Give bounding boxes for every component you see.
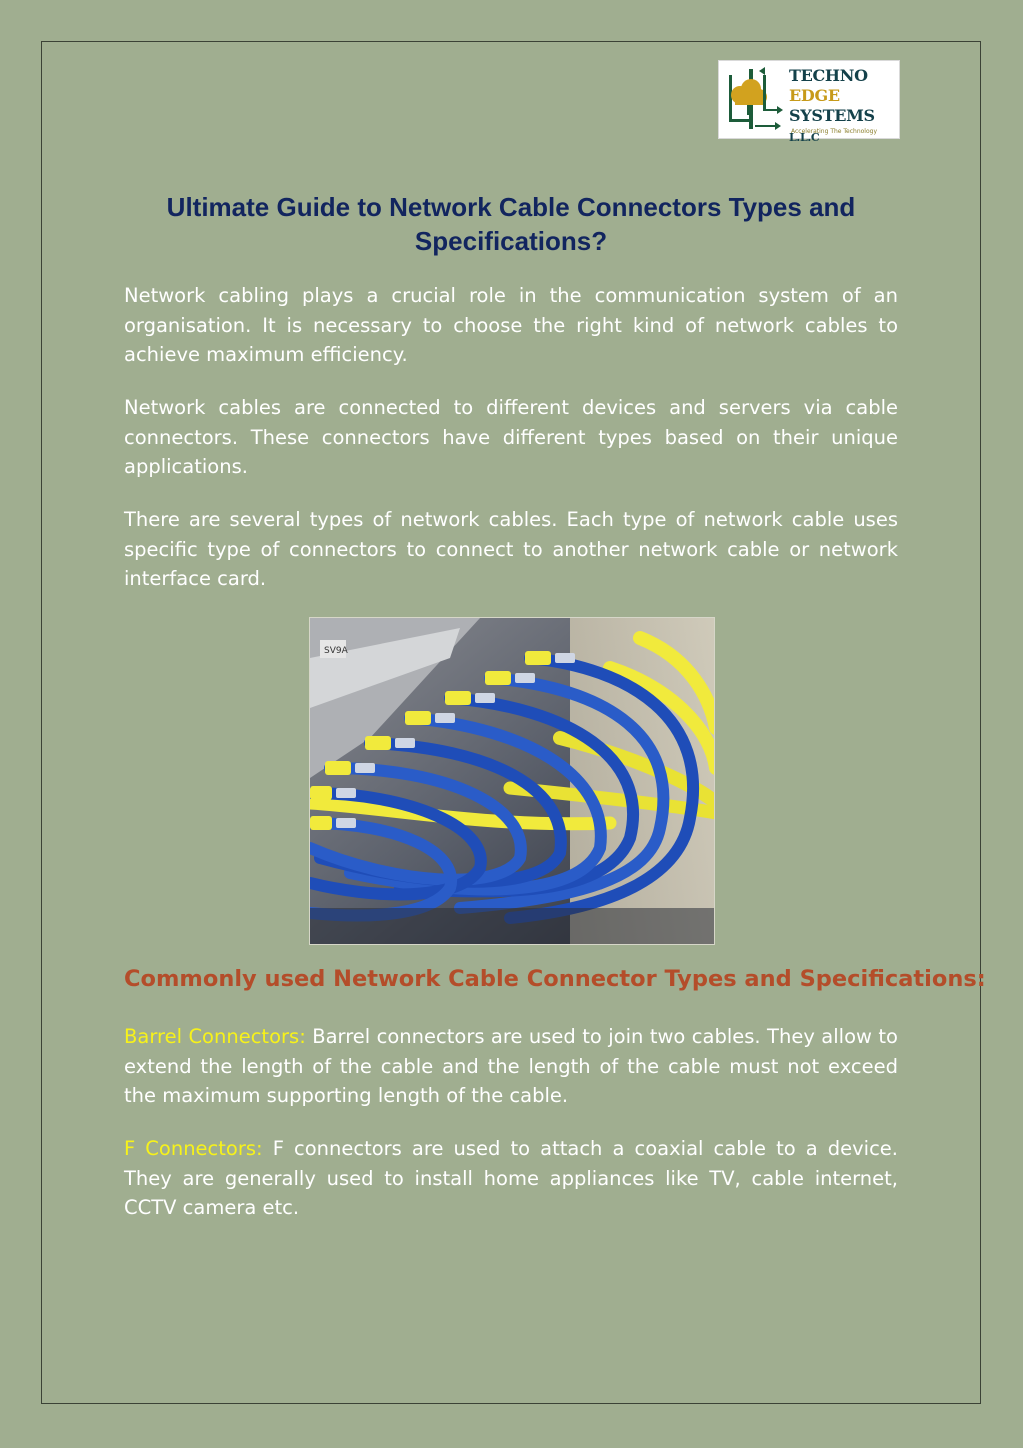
logo-systems-word: SYSTEMS — [789, 106, 875, 125]
logo-llc: L.L.C — [789, 131, 820, 144]
f-connectors-text: F connectors are used to attach a coaxial cable to a device. They are generally used to install home appliances like TV, cable internet, CCTV camera etc. — [124, 1137, 898, 1219]
barrel-connectors-term: Barrel Connectors — [124, 1025, 300, 1048]
intro-paragraph-3: There are several types of network cables. Each type of network cable uses specific type of connectors to connect to another network cable or network interface card. — [124, 508, 898, 590]
company-logo — [718, 60, 900, 144]
logo-tagline: Accelerating The Technology — [791, 128, 878, 135]
section-heading: Commonly used Network Cable Connector Types and Specifications: — [124, 966, 986, 992]
logo-wordmark — [789, 66, 899, 148]
f-connectors-term: F Connectors — [124, 1137, 257, 1160]
barrel-connectors-colon: : — [299, 1025, 306, 1048]
logo-line-techno: TECHNO — [789, 66, 868, 85]
network-cables-photo — [309, 617, 715, 945]
rack-panel-label: SV9A — [324, 646, 348, 656]
f-connectors-colon: : — [256, 1137, 263, 1160]
barrel-connectors-paragraph — [124, 1022, 898, 1111]
intro-paragraph-2: Network cables are connected to different devices and servers via cable connectors. These connectors have different types based on their unique applications. — [124, 396, 898, 478]
page-title: Ultimate Guide to Network Cable Connectors Types and Specifications? — [166, 192, 856, 256]
logo-line-systems — [789, 106, 899, 148]
logo-emblem-icon — [725, 65, 785, 135]
intro-paragraph-1: Network cabling plays a crucial role in the communication system of an organisation. It is necessary to choose the right kind of network cables to achieve maximum efficiency. — [124, 284, 898, 366]
f-connectors-paragraph — [124, 1134, 898, 1223]
barrel-connectors-text: Barrel connectors are used to join two cables. They allow to extend the length of the cable and the length of the cable must not exceed the maximum supporting length of the cable. — [124, 1025, 898, 1107]
logo-line-edge: EDGE — [789, 86, 840, 105]
